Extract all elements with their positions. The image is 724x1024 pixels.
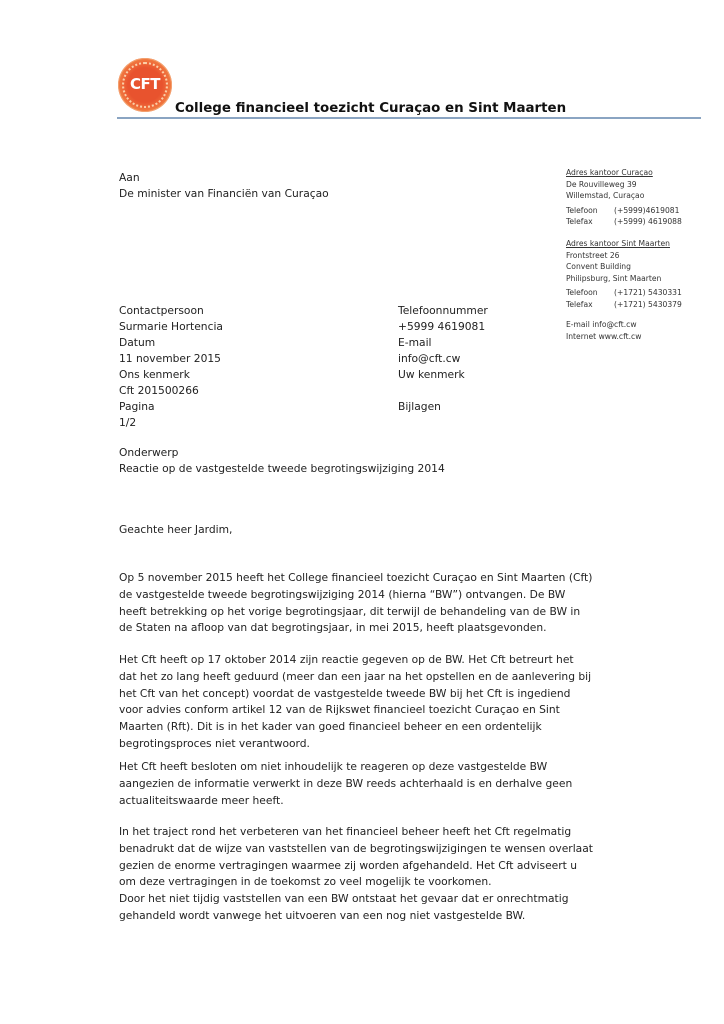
meta-left bbox=[119, 303, 223, 431]
your-reference-value bbox=[398, 383, 488, 399]
sidebar-sint-maarten bbox=[566, 238, 682, 342]
body-paragraph-2 bbox=[119, 652, 591, 753]
phone-label: Telefoon bbox=[566, 288, 598, 297]
curacao-address-line: Willemstad, Curaçao bbox=[566, 191, 645, 200]
meta-right bbox=[398, 303, 488, 415]
sidebar-email: E-mail info@cft.cw bbox=[566, 320, 637, 329]
paragraph-line: voor advies conform artikel 12 van de Rijkswet financieel toezicht Curaçao en Sint bbox=[119, 703, 560, 717]
sint-maarten-address-line: Frontstreet 26 bbox=[566, 250, 620, 260]
paragraph-line: Het Cft heeft op 17 oktober 2014 zijn reactie gegeven op de BW. Het Cft betreurt het bbox=[119, 653, 574, 666]
paragraph-line: dat het zo lang heeft geduurd (meer dan een jaar na het opstellen en de aanlevering bij bbox=[119, 669, 592, 683]
phone-number-value: +5999 4619081 bbox=[398, 320, 486, 333]
paragraph-line: gezien de enorme vertragingen waarmee zij worden afgehandeld. Het Cft adviseert u bbox=[119, 858, 577, 872]
salutation: Geachte heer Jardim, bbox=[119, 523, 233, 536]
paragraph-line: In het traject rond het verbeteren van het financieel beheer heeft het Cft regelmatig bbox=[119, 825, 572, 838]
fax-value: (+5999) 4619088 bbox=[614, 217, 682, 226]
your-reference-label: Uw kenmerk bbox=[398, 368, 465, 381]
date-label: Datum bbox=[119, 336, 156, 349]
subject-value: Reactie op de vastgestelde tweede begrotingswijziging 2014 bbox=[119, 462, 445, 475]
paragraph-line: Door het niet tijdig vaststellen van een BW ontstaat het gevaar dat er onrechtmatig bbox=[119, 892, 569, 906]
phone-number-label: Telefoonnummer bbox=[398, 304, 488, 317]
sidebar-internet: Internet www.cft.cw bbox=[566, 331, 642, 341]
curacao-office-title: Adres kantoor Curaçao bbox=[566, 168, 653, 177]
paragraph-line: Maarten (Rft). Dit is in het kader van goed financieel beheer en een ordentelijk bbox=[119, 720, 542, 734]
our-reference-value: Cft 201500266 bbox=[119, 384, 199, 397]
paragraph-line: Het Cft heeft besloten om niet inhoudelijk te reageren op deze vastgestelde BW bbox=[119, 760, 548, 773]
paragraph-line: gehandeld wordt vanwege het uitvoeren van een nog niet vastgestelde BW. bbox=[119, 908, 526, 922]
sint-maarten-address-line: Philipsburg, Sint Maarten bbox=[566, 273, 662, 283]
contact-value: Surmarie Hortencia bbox=[119, 320, 223, 333]
contact-label: Contactpersoon bbox=[119, 304, 204, 317]
our-reference-label: Ons kenmerk bbox=[119, 368, 190, 381]
body-paragraph-4 bbox=[119, 824, 593, 925]
email-value: info@cft.cw bbox=[398, 352, 461, 365]
paragraph-line: het Cft van het concept) voordat de vastgestelde tweede BW bij het Cft is ingediend bbox=[119, 686, 571, 700]
subject-label: Onderwerp bbox=[119, 446, 179, 459]
page-value: 1/2 bbox=[119, 416, 137, 429]
header-divider bbox=[117, 117, 701, 119]
sidebar-curacao bbox=[566, 167, 682, 228]
organization-name: College financieel toezicht Curaçao en Sint Maarten bbox=[175, 101, 567, 116]
paragraph-line: benadrukt dat de wijze van vaststellen van de begrotingswijzigingen te wensen overlaat bbox=[119, 841, 593, 855]
fax-label: Telefax bbox=[566, 299, 593, 309]
fax-value: (+1721) 5430379 bbox=[614, 299, 682, 309]
date-value: 11 november 2015 bbox=[119, 352, 221, 365]
paragraph-line: begrotingsproces niet verantwoord. bbox=[119, 736, 310, 750]
paragraph-line: om deze vertragingen in de toekomst zo veel mogelijk te voorkomen. bbox=[119, 875, 492, 889]
curacao-address-line: De Rouvilleweg 39 bbox=[566, 179, 637, 189]
phone-label: Telefoon bbox=[566, 205, 598, 215]
cft-logo bbox=[118, 58, 172, 112]
paragraph-line: heeft betrekking op het vorige begrotingsjaar, dit terwijl de behandeling van de BW in bbox=[119, 604, 581, 618]
email-label: E-mail bbox=[398, 336, 432, 349]
paragraph-line: actualiteitswaarde meer heeft. bbox=[119, 793, 284, 807]
sint-maarten-office-title: Adres kantoor Sint Maarten bbox=[566, 239, 670, 248]
attachments-label: Bijlagen bbox=[398, 400, 441, 413]
curacao-fax-row bbox=[566, 216, 682, 228]
phone-value: (+1721) 5430331 bbox=[614, 288, 682, 297]
sint-maarten-fax-row bbox=[566, 299, 682, 311]
addressee-label: Aan bbox=[119, 171, 140, 184]
page-label: Pagina bbox=[119, 400, 155, 413]
sint-maarten-phone-row bbox=[566, 287, 682, 299]
paragraph-line: Op 5 november 2015 heeft het College financieel toezicht Curaçao en Sint Maarten (Cft) bbox=[119, 571, 593, 584]
logo-text: CFT bbox=[130, 75, 160, 93]
body-paragraph-3 bbox=[119, 759, 572, 809]
paragraph-line: de Staten na afloop van dat begrotingsjaar, in mei 2015, heeft plaatsgevonden. bbox=[119, 621, 547, 635]
curacao-phone-row bbox=[566, 205, 682, 217]
sint-maarten-address-line: Convent Building bbox=[566, 262, 631, 271]
addressee-name: De minister van Financiën van Curaçao bbox=[119, 187, 329, 200]
fax-label: Telefax bbox=[566, 217, 593, 226]
paragraph-line: de vastgestelde tweede begrotingswijziging 2014 (hierna “BW”) ontvangen. De BW bbox=[119, 587, 566, 601]
paragraph-line: aangezien de informatie verwerkt in deze BW reeds achterhaald is en derhalve geen bbox=[119, 776, 573, 790]
body-paragraph-1 bbox=[119, 570, 592, 637]
phone-value: (+5999)4619081 bbox=[614, 205, 680, 215]
